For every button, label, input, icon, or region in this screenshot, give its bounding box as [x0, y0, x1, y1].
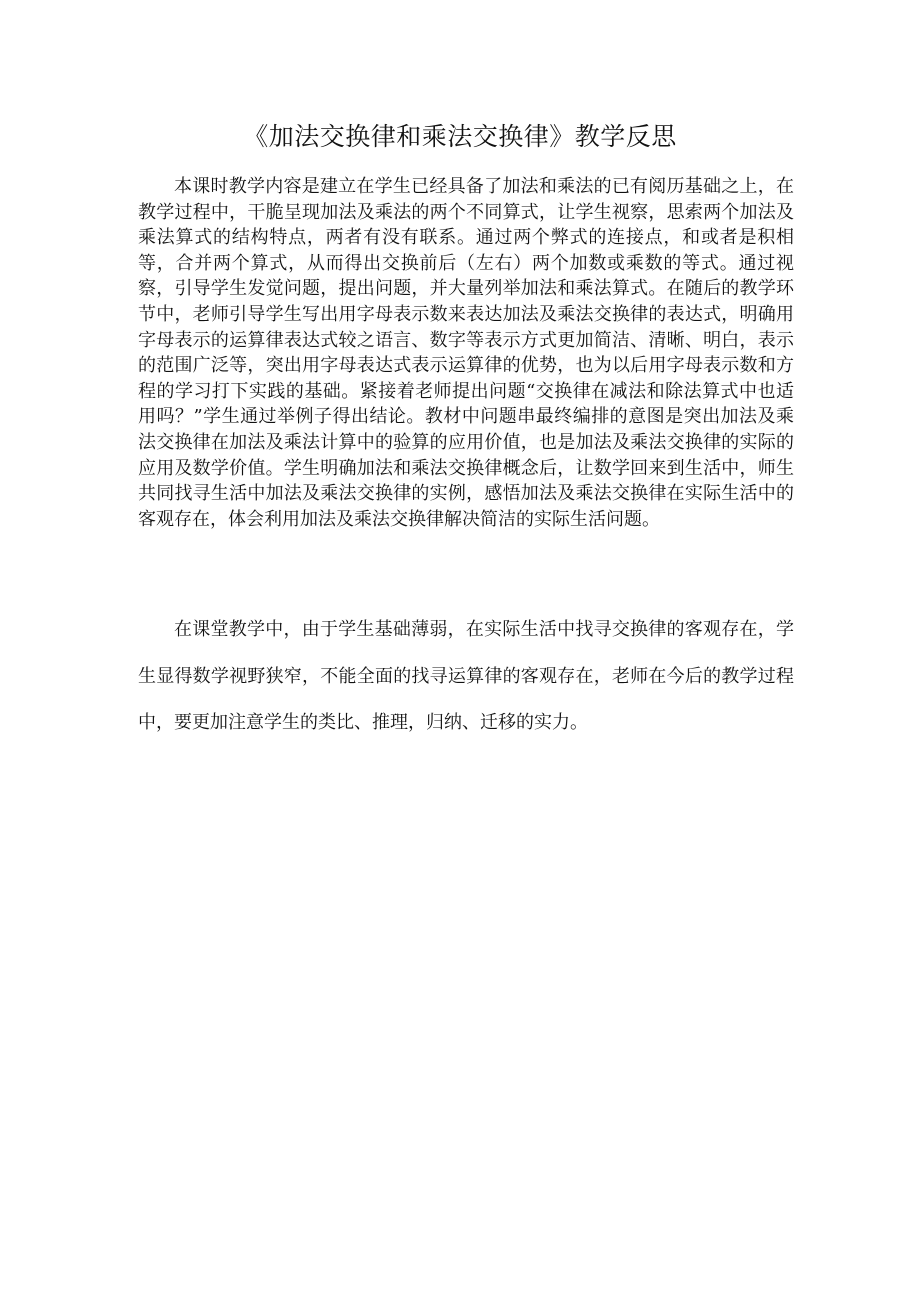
paragraph-2: 在课堂教学中，由于学生基础薄弱，在实际生活中找寻交换律的客观存在，学生显得数学视野狭窄，不能全面的找寻运算律的客观存在，老师在今后的教学过程中，要更加注意学生的类比、推理，归纳、迁移的实力。: [138, 619, 794, 733]
document-title: 《加法交换律和乘法交换律》教学反思: [243, 122, 677, 151]
paragraph-1: 本课时教学内容是建立在学生已经具备了加法和乘法的已有阅历基础之上，在教学过程中，干脆呈现加法及乘法的两个不同算式，让学生视察，思索两个加法及乘法算式的结构特点，两者有没有联系。通过两个弊式的连接点，和或者是积相等，合并两个算式，从而得出交换前后（左右）两个加数或乘数的等式。通过视察，引导学生发觉问题，提出问题，并大量列举加法和乘法算式。在随后的教学环节中，老师引导学生写出用字母表示数来表达加法及乘法交换律的表达式，明确用字母表示的运算律表达式较之语言、数字等表示方式更加简洁、清晰、明白，表示的范围广泛等，突出用字母表达式表示运算律的优势，也为以后用字母表示数和方程的学习打下实践的基础。紧接着老师提出问题“交换律在减法和除法算式中也适用吗？”学生通过举例子得出结论。教材中问题串最终编排的意图是突出加法及乘法交换律在加法及乘法计算中的验算的应用价值，也是加法及乘法交换律的实际的应用及数学价值。学生明确加法和乘法交换律概念后，让数学回来到生活中，师生共同找寻生活中加法及乘法交换律的实例，感悟加法及乘法交换律在实际生活中的客观存在，体会利用加法及乘法交换律解决简洁的实际生活问题。: [138, 176, 794, 530]
